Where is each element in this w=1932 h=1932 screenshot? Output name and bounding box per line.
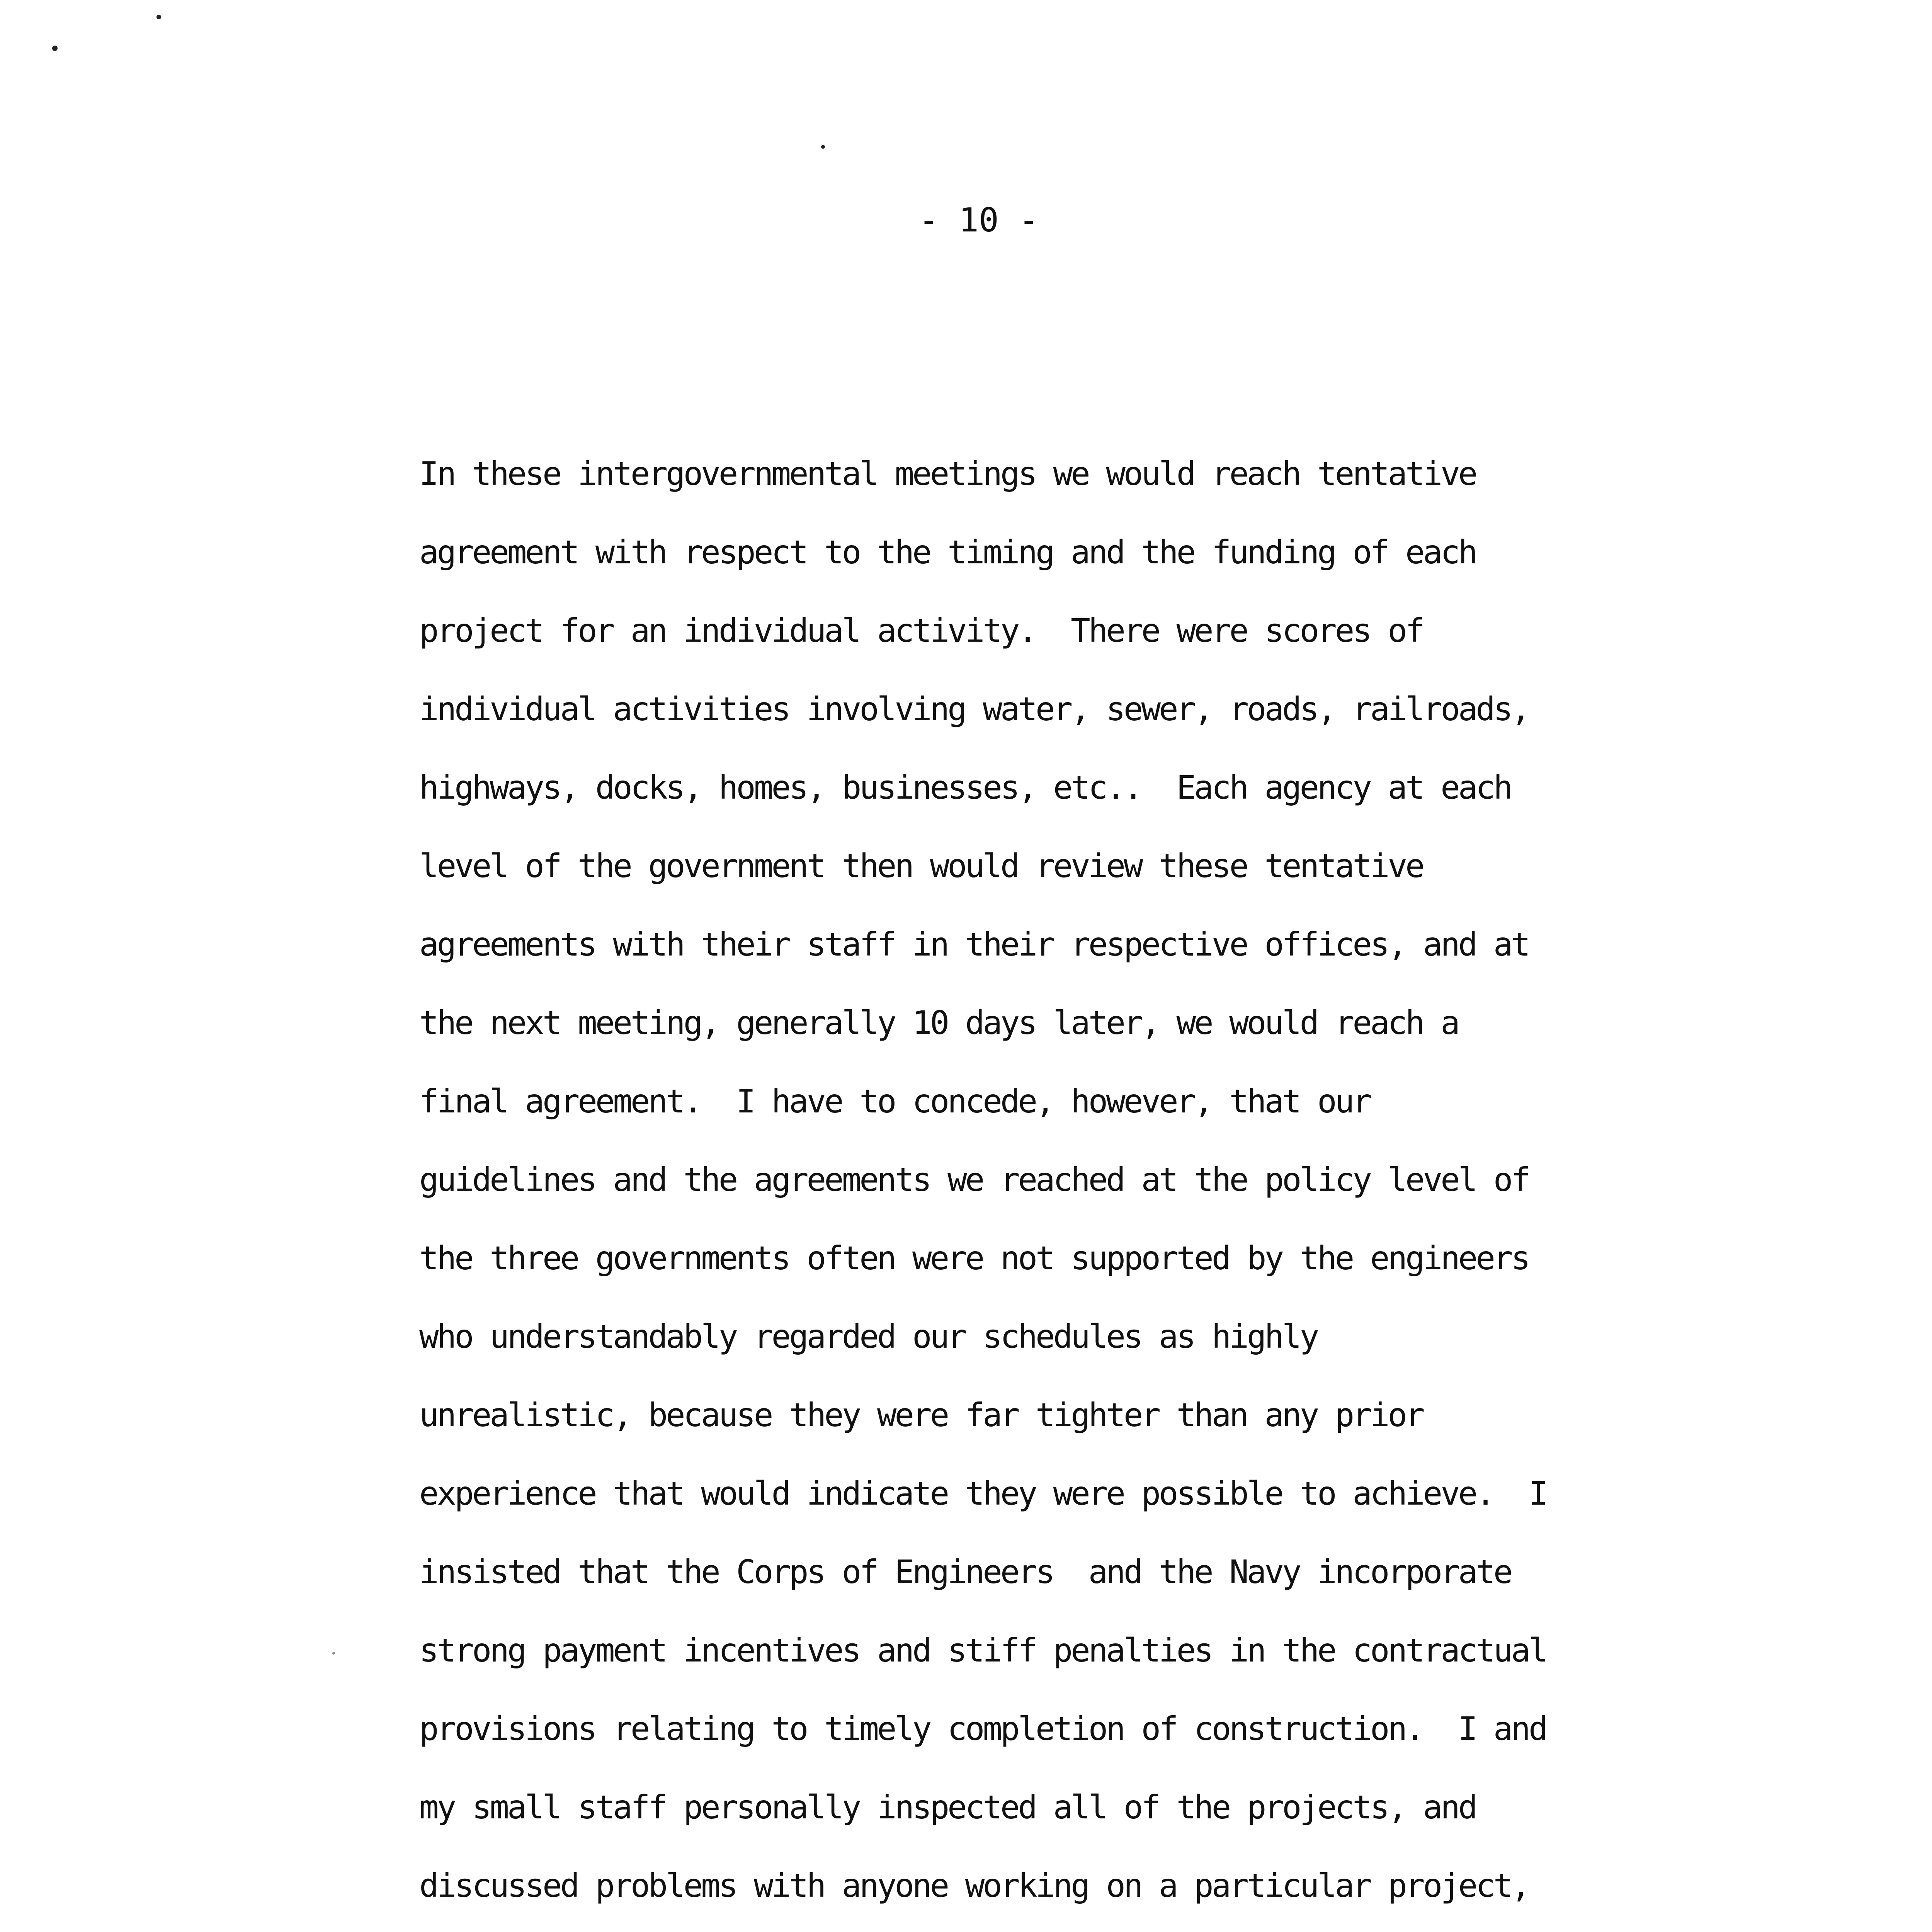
text-line: the three governments often were not supported by the engineers — [419, 1239, 1529, 1277]
scan-speck — [52, 46, 58, 51]
text-line: who understandably regarded our schedules as highly — [419, 1318, 1318, 1355]
body-text — [419, 435, 1714, 1932]
text-line: agreement with respect to the timing and the funding of each — [419, 533, 1476, 571]
text-line: strong payment incentives and stiff penalties in the contractual — [419, 1631, 1546, 1669]
text-line: highways, docks, homes, businesses, etc.. Each agency at each — [419, 769, 1511, 806]
text-line: my small staff personally inspected all of the projects, and — [419, 1788, 1476, 1826]
text-line: provisions relating to timely completion of construction. I and — [419, 1710, 1546, 1748]
text-line: In these intergovernmental meetings we would reach tentative — [419, 455, 1476, 493]
scan-speck — [156, 15, 161, 19]
text-line: guidelines and the agreements we reached at the policy level of — [419, 1161, 1529, 1199]
text-line: level of the government then would review these tentative — [419, 847, 1423, 885]
scan-speck — [821, 145, 825, 149]
text-line: discussed problems with anyone working on a particular project, — [419, 1867, 1529, 1905]
text-line: insisted that the Corps of Engineers and the Navy incorporate — [419, 1553, 1511, 1591]
text-line: the next meeting, generally 10 days later, we would reach a — [419, 1004, 1458, 1042]
scan-speck — [332, 1652, 335, 1655]
text-line: unrealistic, because they were far tighter than any prior — [419, 1396, 1423, 1434]
text-line: agreements with their staff in their respective offices, and at — [419, 925, 1529, 963]
text-line: experience that would indicate they were possible to achieve. I — [419, 1475, 1546, 1512]
paragraph-1 — [419, 435, 1714, 1932]
text-line — [419, 1925, 1714, 1932]
page-number: - 10 - — [918, 201, 1039, 240]
text-line: individual activities involving water, sewer, roads, railroads, — [419, 690, 1529, 728]
text-line: final agreement. I have to concede, however, that our — [419, 1082, 1370, 1120]
text-line: project for an individual activity. There were scores of — [419, 612, 1423, 650]
